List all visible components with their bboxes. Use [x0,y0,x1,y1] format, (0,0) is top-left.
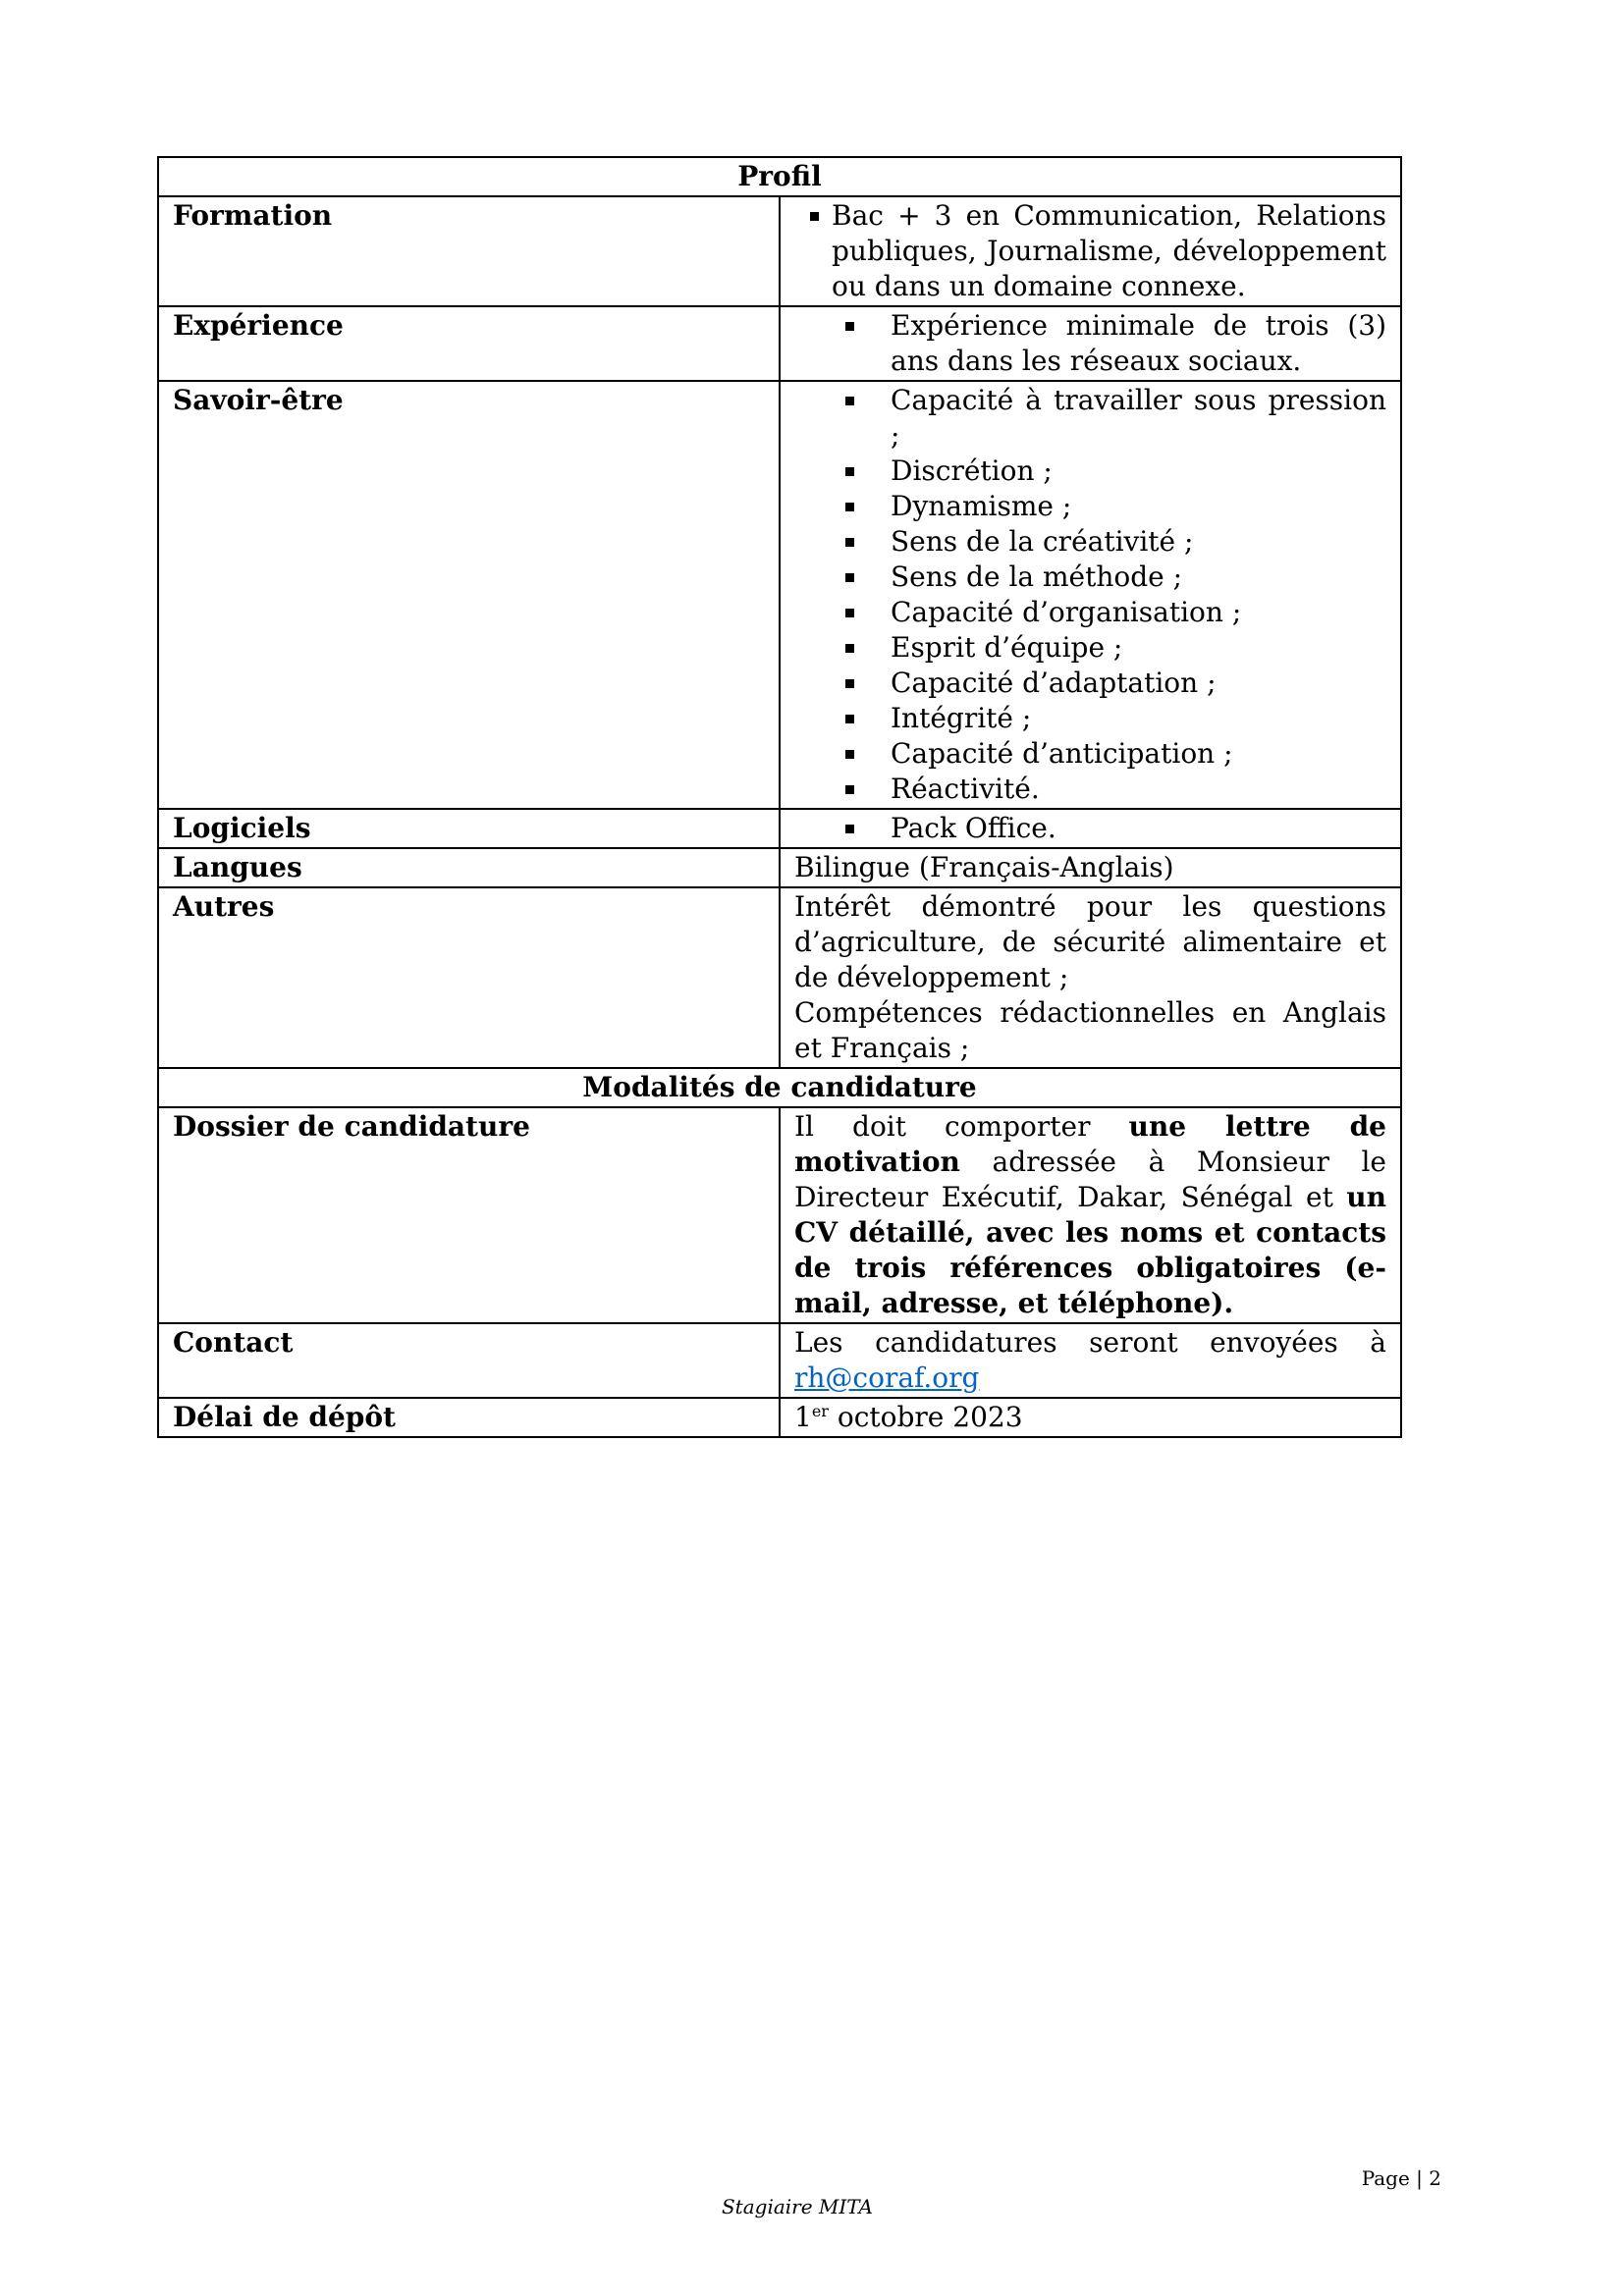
table-row [158,1323,1401,1398]
list-item: Pack Office. [794,811,1386,846]
list-item: Capacité d’adaptation ; [794,666,1386,701]
list-item: Discrétion ; [794,454,1386,489]
footer-title: Stagiaire MITA [721,2195,873,2218]
row-value-delai [780,1398,1401,1437]
list-item: Réactivité. [794,772,1386,807]
dossier-text-1: Il doit comporter [794,1110,1129,1143]
list-item: Bac + 3 en Communication, Relations publiques, Journalisme, développement ou dans un domaine connexe. [794,198,1386,304]
table-row [158,196,1401,306]
row-label-logiciels: Logiciels [158,809,780,848]
list-item: Esprit d’équipe ; [794,630,1386,666]
delai-day: 1 [794,1401,812,1433]
savoir-etre-list [794,383,1386,807]
row-value-experience [780,306,1401,381]
row-value-formation [780,196,1401,306]
row-value-dossier [780,1107,1401,1323]
list-item: Capacité à travailler sous pression ; [794,383,1386,454]
row-value-logiciels [780,809,1401,848]
page-number: Page | 2 [1361,2166,1441,2190]
row-label-autres: Autres [158,887,780,1068]
dossier-bold-2: un CV détaillé, avec les noms et contacts de trois références obligatoires (e-mail, adresse, et téléphone). [794,1181,1386,1319]
formation-list [794,198,1386,304]
delai-suffix: er [811,1402,829,1420]
row-label-contact: Contact [158,1323,780,1398]
dossier-bold-1: une lettre de motivation [794,1110,1386,1178]
row-label-langues: Langues [158,848,780,887]
row-label-formation: Formation [158,196,780,306]
list-item: Intégrité ; [794,701,1386,736]
list-item: Dynamisme ; [794,489,1386,524]
autres-line-1: Intérêt démontré pour les questions d’agriculture, de sécurité alimentaire et de développement ; [794,890,1386,993]
row-label-delai: Délai de dépôt [158,1398,780,1437]
row-value-contact [780,1323,1401,1398]
table-row [158,809,1401,848]
contact-text: Les candidatures seront envoyées à [794,1326,1386,1359]
table-row [158,848,1401,887]
delai-rest: octobre 2023 [828,1401,1023,1433]
logiciels-list [794,811,1386,846]
row-value-savoir-etre [780,381,1401,809]
table-row [158,887,1401,1068]
table-row [158,1398,1401,1437]
contact-email-link[interactable]: rh@coraf.org [794,1362,980,1394]
row-label-dossier: Dossier de candidature [158,1107,780,1323]
list-item: Capacité d’anticipation ; [794,736,1386,772]
section-header-modalites: Modalités de candidature [158,1068,1401,1107]
autres-line-2: Compétences rédactionnelles en Anglais et Français ; [794,996,1386,1064]
row-label-savoir-etre: Savoir-être [158,381,780,809]
experience-list [794,308,1386,379]
list-item: Capacité d’organisation ; [794,595,1386,630]
table-row [158,1107,1401,1323]
row-label-experience: Expérience [158,306,780,381]
table-row [158,1068,1401,1107]
list-item: Sens de la méthode ; [794,560,1386,595]
list-item: Expérience minimale de trois (3) ans dans les réseaux sociaux. [794,308,1386,379]
profile-table [157,156,1402,1438]
list-item: Sens de la créativité ; [794,524,1386,560]
dossier-text-2: adressée à Monsieur le Directeur Exécutif, Dakar, Sénégal et [794,1146,1386,1213]
table-row [158,157,1401,196]
row-value-autres [780,887,1401,1068]
table-row [158,381,1401,809]
section-header-profil: Profil [158,157,1401,196]
row-value-langues: Bilingue (Français-Anglais) [780,848,1401,887]
table-row [158,306,1401,381]
